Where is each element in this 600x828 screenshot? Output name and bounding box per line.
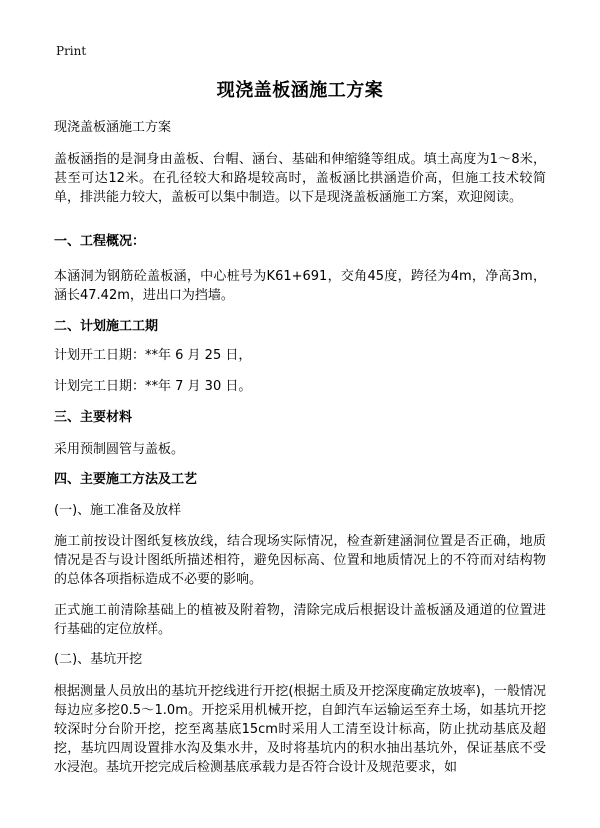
print-link[interactable]: Print — [56, 44, 87, 58]
section-heading-overview: 一、工程概况： — [54, 234, 146, 249]
end-date-text: 计划完工日期：**年 7 月 30 日。 — [54, 379, 252, 394]
preparation-paragraph-2: 正式施工前清除基础上的植被及附着物，清除完成后根据设计盖板涵及通道的位置进行基础的定位放样。 — [54, 603, 546, 637]
subsection-heading-preparation: (一)、施工准备及放样 — [54, 503, 182, 518]
subsection-heading-excavation: (二)、基坑开挖 — [54, 652, 143, 667]
start-date-text: 计划开工日期：**年 6 月 25 日， — [54, 348, 252, 363]
section-heading-methods: 四、主要施工方法及工艺 — [54, 472, 198, 487]
section-heading-schedule: 二、计划施工工期 — [54, 319, 159, 334]
document-subtitle: 现浇盖板涵施工方案 — [54, 120, 172, 135]
page-title: 现浇盖板涵施工方案 — [216, 80, 384, 101]
overview-paragraph: 本涵洞为钢筋砼盖板涵，中心桩号为K61+691，交角45度，跨径为4m，净高3m，涵长47.42m，进出口为挡墙。 — [54, 269, 546, 303]
preparation-paragraph-1: 施工前按设计图纸复核放线，结合现场实际情况，检查新建涵洞位置是否正确，地质情况是否与设计图纸所描述相符，避免因标高、位置和地质情况上的不符而对结构物的总体各项指标造成不必要的影响。 — [54, 534, 546, 587]
intro-paragraph: 盖板涵指的是洞身由盖板、台帽、涵台、基础和伸缩缝等组成。填土高度为1～8米，甚至可达12米。在孔径较大和路堤较高时，盖板涵比拱涵造价高，但施工技术较简单，排洪能力较大，盖板可以集中制造。以下是现浇盖板涵施工方案，欢迎阅读。 — [54, 152, 546, 205]
section-heading-materials: 三、主要材料 — [54, 410, 133, 425]
materials-text: 采用预制圆管与盖板。 — [54, 442, 185, 457]
excavation-paragraph-1: 根据测量人员放出的基坑开挖线进行开挖(根据土质及开挖深度确定放坡率)，一般情况每边应多挖0.5～1.0m。开挖采用机械开挖，自卸汽车运输运至弃土场，如基坑开挖较深时分台阶开挖，挖至离基底15cm时采用人工清至设计标高，防止扰动基底及超挖，基坑四周设置排水沟及集水井，及时将基坑内的积水抽出基坑外，保证基底不受水浸泡。基坑开挖完成后检测基底承载力是否符合设计及规范要求，如 — [54, 684, 546, 775]
